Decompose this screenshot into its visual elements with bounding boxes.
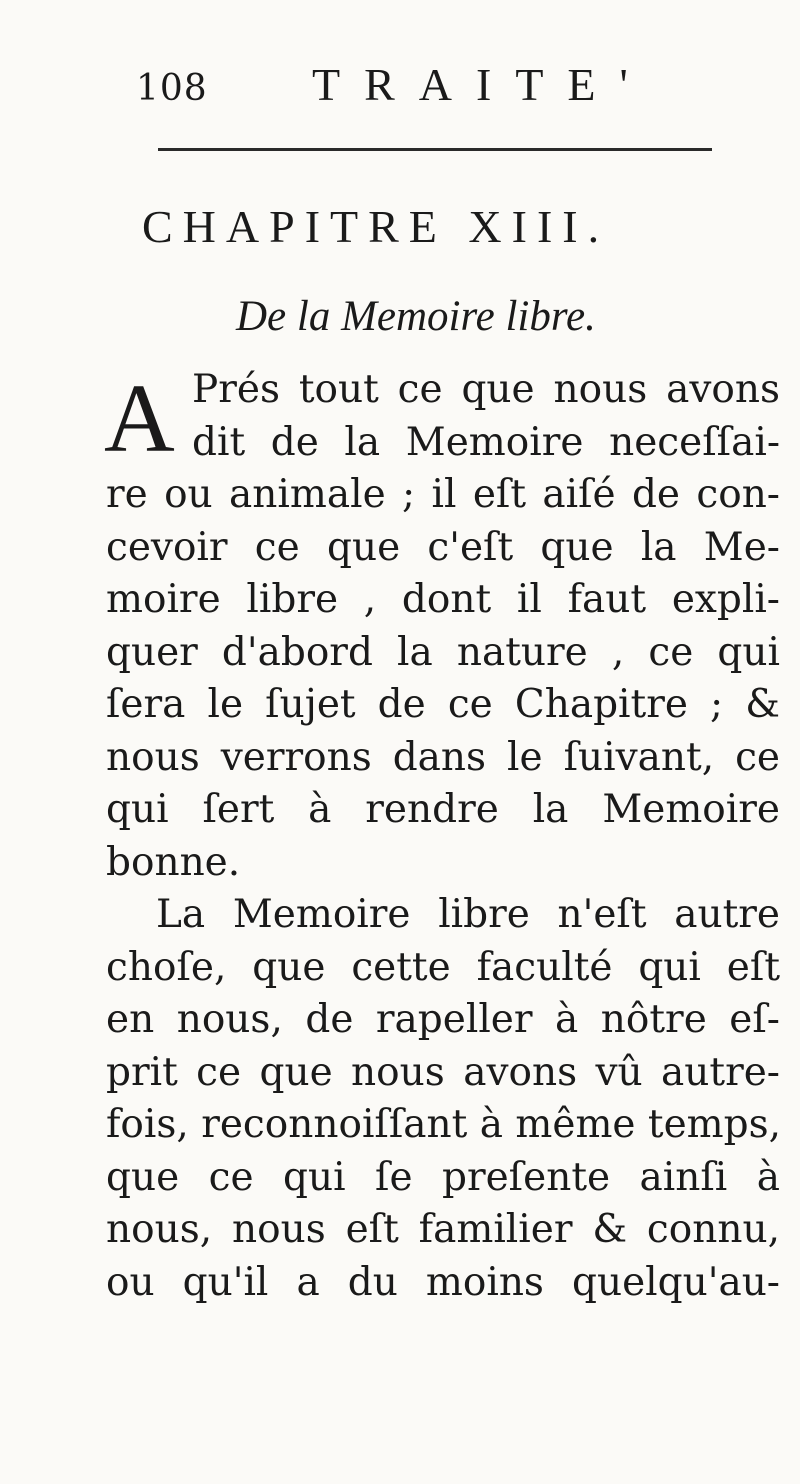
chapter-subtitle: De la Memoire libre. (236, 293, 596, 340)
drop-cap: A (104, 365, 175, 473)
text-line: fois, reconnoiſſant à même temps, (106, 1102, 782, 1147)
header-rule (158, 148, 712, 151)
body-text (106, 364, 780, 1309)
chapter-heading: CHAPITRE XIII. (142, 201, 610, 252)
text-line: en nous, de rapeller à nôtre eſ- (106, 997, 780, 1042)
page-header (124, 58, 744, 118)
text-line: que ce qui ſe preſente ainſi à (106, 1154, 780, 1200)
text-line: Prés tout ce que nous avons (192, 367, 780, 412)
text-line: choſe, que cette faculté qui eſt (106, 944, 780, 990)
text-line: moire libre , dont il faut expli- (106, 577, 780, 622)
text-line: La Memoire libre n'eſt autre (156, 892, 780, 937)
page-number: 108 (136, 68, 208, 109)
text-line: ſera le ſujet de ce Chapitre ; & (106, 682, 780, 727)
text-line: re ou animale ; il eſt aiſé de con- (106, 472, 780, 517)
text-line: qui ſert à rendre la Memoire (106, 787, 780, 832)
text-line: dit de la Memoire neceſſai- (192, 419, 780, 465)
text-line: cevoir ce que c'eſt que la Me- (106, 524, 780, 570)
text-line: prit ce que nous avons vû autre- (106, 1049, 780, 1095)
text-line: bonne. (106, 839, 241, 885)
text-line: ou qu'il a du moins quelqu'au- (106, 1259, 780, 1305)
text-line: nous, nous eſt familier & connu, (106, 1207, 780, 1252)
text-line: quer d'abord la nature , ce qui (106, 629, 780, 675)
text-line: nous verrons dans le ſuivant, ce (106, 734, 780, 780)
running-title: TRAITE' (312, 59, 652, 110)
